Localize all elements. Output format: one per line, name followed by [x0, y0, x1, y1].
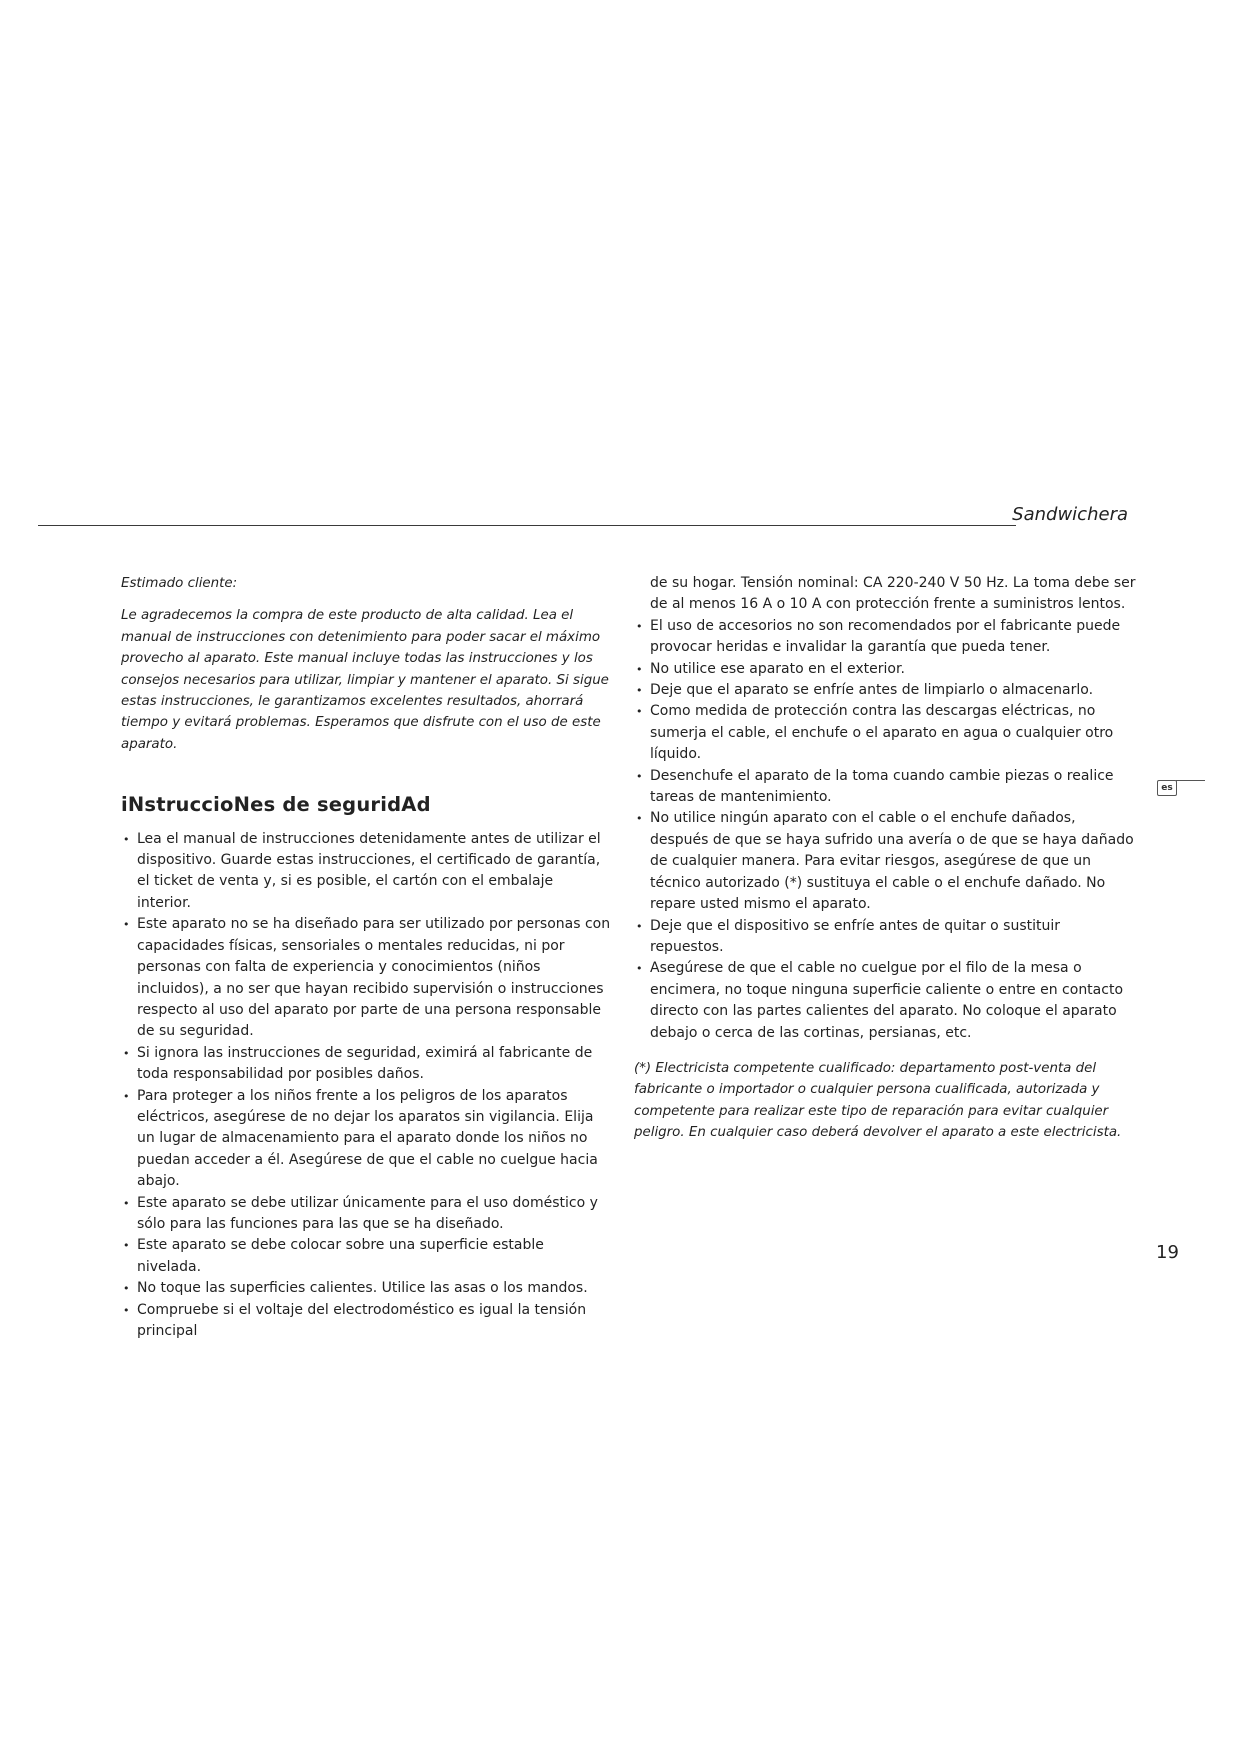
- page-number: 19: [1156, 1242, 1179, 1263]
- list-item: • No toque las superficies calientes. Utilice las asas o los mandos.: [121, 1278, 611, 1299]
- list-item: • Este aparato se debe utilizar únicamente para el uso doméstico y sólo para las funciones para las que se ha diseñado.: [121, 1193, 611, 1236]
- safety-list-right: [634, 616, 1136, 1044]
- list-item: • No utilice ese aparato en el exterior.: [634, 659, 1136, 680]
- footnote: (*) Electricista competente cualificado: departamento post-venta del fabricante o importador o cualquier persona cualificada, autorizada y competente para realizar este tipo de reparación para evitar cualquier peligro. En cualquier caso deberá devolver el aparato a este electricista.: [634, 1060, 1122, 1141]
- list-item: • Asegúrese de que el cable no cuelgue por el filo de la mesa o encimera, no toque ninguna superficie caliente o entre en contacto directo con las partes calientes del aparato. No coloque el aparato debajo o cerca de las cortinas, persianas, etc.: [634, 958, 1136, 1044]
- header-title: Sandwichera: [1012, 504, 1128, 525]
- left-column: [121, 573, 611, 1342]
- safety-heading: iNstruccioNes de seguridAd: [121, 793, 431, 817]
- list-item: • Como medida de protección contra las descargas eléctricas, no sumerja el cable, el enchufe o el aparato en agua o cualquier otro líquido.: [634, 701, 1136, 765]
- intro-paragraph: Le agradecemos la compra de este producto de alta calidad. Lea el manual de instrucciones con detenimiento para poder sacar el máximo provecho al aparato. Este manual incluye todas las instrucciones y los consejos necesarios para utilizar, limpiar y mantener el aparato. Si sigue estas instrucciones, le garantizamos excelentes resultados, ahorrará tiempo y evitará problemas. Esperamos que disfrute con el uso de este aparato.: [121, 608, 609, 752]
- header-rule: [38, 525, 1016, 526]
- language-tab: [1157, 778, 1205, 798]
- list-item: • Deje que el aparato se enfríe antes de limpiarlo o almacenarlo.: [634, 680, 1136, 701]
- list-item: • Compruebe si el voltaje del electrodoméstico es igual la tensión principal: [121, 1300, 611, 1343]
- list-item: • El uso de accesorios no son recomendados por el fabricante puede provocar heridas e invalidar la garantía que pueda tener.: [634, 616, 1136, 659]
- list-item: • Deje que el dispositivo se enfríe antes de quitar o sustituir repuestos.: [634, 916, 1136, 959]
- right-column: [634, 573, 1136, 1144]
- list-item: • Desenchufe el aparato de la toma cuando cambie piezas o realice tareas de mantenimiento.: [634, 766, 1136, 809]
- safety-list-left: [121, 829, 611, 1343]
- list-item: • Lea el manual de instrucciones detenidamente antes de utilizar el dispositivo. Guarde estas instrucciones, el certificado de garantía, el ticket de venta y, si es posible, el cartón con el embalaje interior.: [121, 829, 611, 915]
- list-item: • Este aparato no se ha diseñado para ser utilizado por personas con capacidades físicas, sensoriales o mentales reducidas, ni por personas con falta de experiencia y conocimientos (niños incluidos), a no ser que hayan recibido supervisión o instrucciones respecto al uso del aparato por parte de una persona responsable de su seguridad.: [121, 914, 611, 1042]
- list-item: • Si ignora las instrucciones de seguridad, eximirá al fabricante de toda responsabilidad por posibles daños.: [121, 1043, 611, 1086]
- intro-greeting: Estimado cliente:: [121, 576, 238, 591]
- list-item-continuation: de su hogar. Tensión nominal: CA 220-240 V 50 Hz. La toma debe ser de al menos 16 A o 10 A con protección frente a suministros lentos.: [650, 575, 1136, 613]
- page-header: [38, 504, 1128, 532]
- language-tab-rule: [1176, 780, 1205, 781]
- language-tab-label: es: [1157, 780, 1177, 796]
- list-item: • Para proteger a los niños frente a los peligros de los aparatos eléctricos, asegúrese de no dejar los aparatos sin vigilancia. Elija un lugar de almacenamiento para el aparato donde los niños no puedan acceder a él. Asegúrese de que el cable no cuelgue hacia abajo.: [121, 1086, 611, 1193]
- list-item: • Este aparato se debe colocar sobre una superficie estable nivelada.: [121, 1235, 611, 1278]
- list-item: • No utilice ningún aparato con el cable o el enchufe dañados, después de que se haya sufrido una avería o de que se haya dañado de cualquier manera. Para evitar riesgos, asegúrese de que un técnico autorizado (*) sustituya el cable o el enchufe dañado. No repare usted mismo el aparato.: [634, 808, 1136, 915]
